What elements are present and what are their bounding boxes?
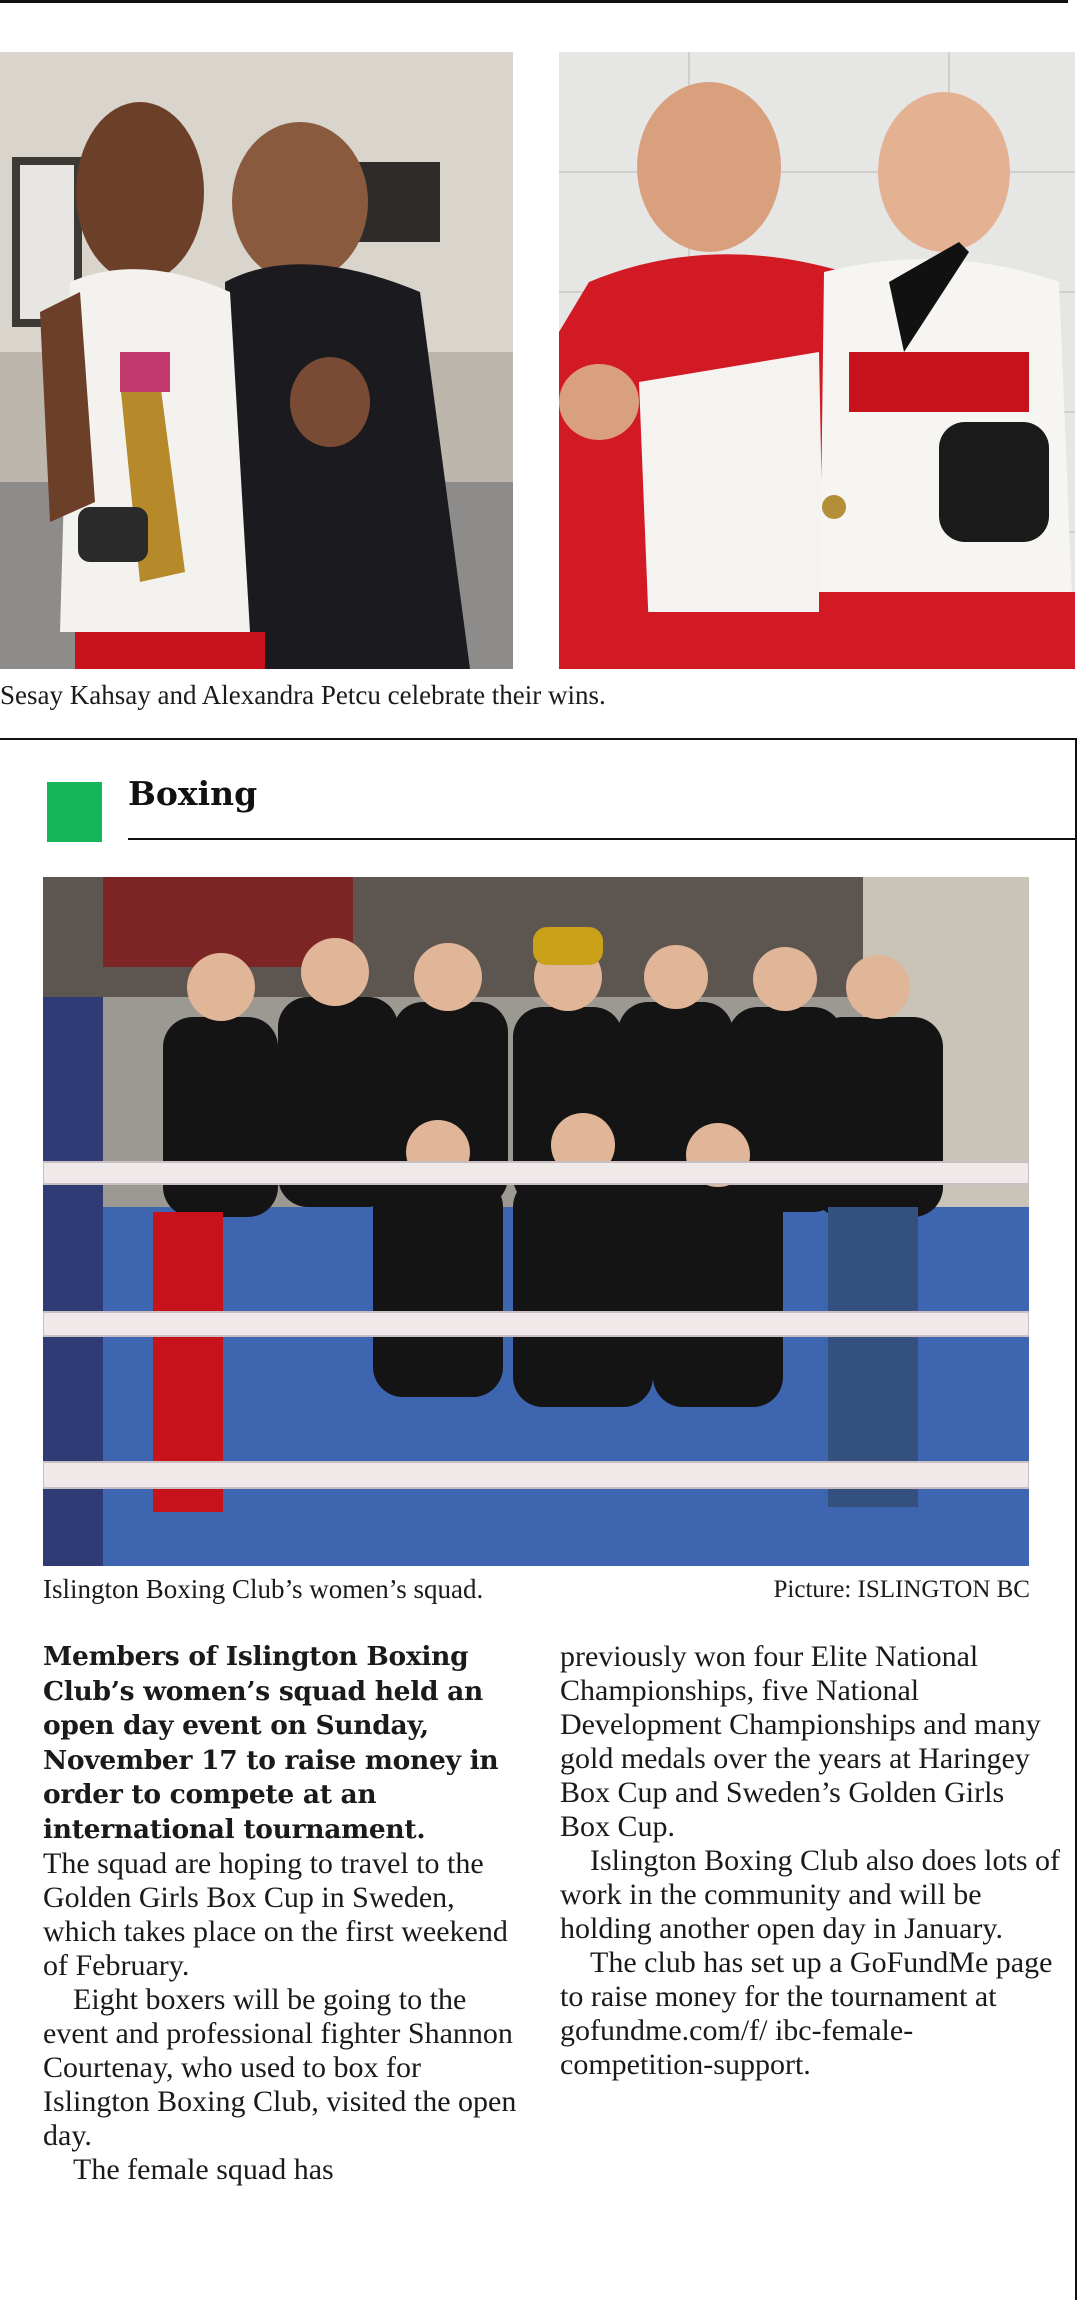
article-paragraph: previously won four Elite National Championships, five National Development Championships and many gold medals over the years at Haringey Box Cup and Sweden’s Golden Girls Box Cup. <box>560 1640 1041 1843</box>
article-paragraph: Islington Boxing Club also does lots of work in the community and will be holding another open day in January. <box>560 1844 1061 1945</box>
photo-boxer-trophy-image <box>0 52 513 669</box>
article-paragraph: The female squad has <box>73 2153 334 2186</box>
main-photo-caption: Islington Boxing Club’s women’s squad. <box>43 1574 484 1604</box>
article-paragraph: Eight boxers will be going to the event and professional fighter Shannon Courtenay, who used to box for Islington Boxing Club, visited the open day. <box>43 1983 517 2152</box>
article-standfirst: Members of Islington Boxing Club’s women’s squad held an open day event on Sunday, November 17 to raise money in order to compete at an international tournament. <box>43 1641 499 1845</box>
article-paragraph: The squad are hoping to travel to the Golden Girls Box Cup in Sweden, which takes place on the first weekend of February. <box>43 1847 508 1982</box>
article-column-left <box>43 1640 523 2187</box>
section-marker-square <box>47 782 102 842</box>
top-rule <box>0 0 1068 3</box>
photo-womens-squad-image <box>43 877 1029 1566</box>
photo-coach-boxer-medal <box>559 52 1075 669</box>
top-photo-caption: Sesay Kahsay and Alexandra Petcu celebrate their wins. <box>0 680 606 710</box>
photo-womens-squad <box>43 877 1029 1566</box>
photo-coach-boxer-medal-image <box>559 52 1075 669</box>
article-column-right <box>560 1640 1060 2082</box>
article-paragraph: The club has set up a GoFundMe page to raise money for the tournament at gofundme.com/f/ ibc-female-competition-support. <box>560 1946 1053 2081</box>
section-rule <box>128 838 1075 840</box>
photo-boxer-trophy <box>0 52 513 669</box>
main-photo-credit: Picture: ISLINGTON BC <box>773 1576 1030 1603</box>
section-title: Boxing <box>128 774 258 813</box>
